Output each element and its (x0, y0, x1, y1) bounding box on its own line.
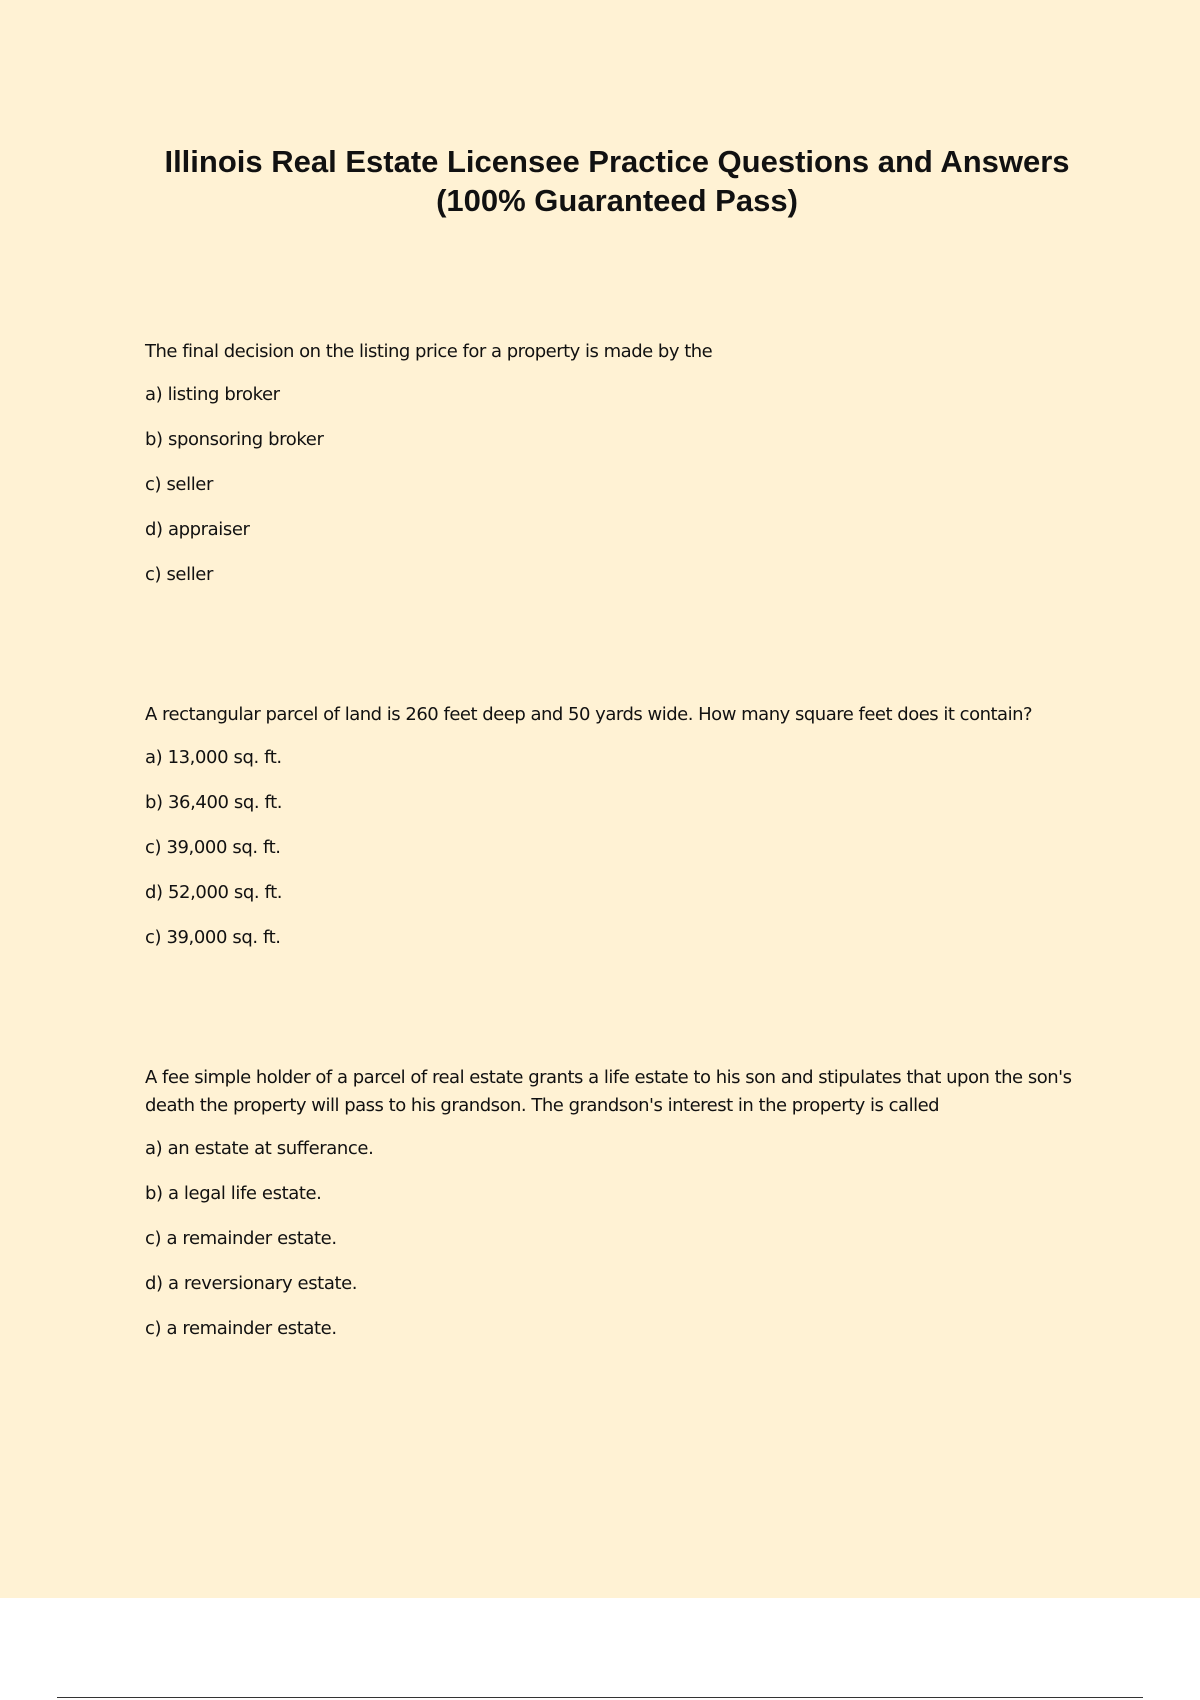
option-list (145, 746, 1095, 905)
option-c: c) seller (145, 474, 213, 495)
title-line-1: Illinois Real Estate Licensee Practice Questions and Answers (164, 144, 1070, 179)
option-d: d) 52,000 sq. ft. (145, 882, 283, 903)
question-text: A fee simple holder of a parcel of real estate grants a life estate to his son and stipulates that upon the son's death the property will pass to his grandson. The grandson's interest in the property is called (145, 1067, 1072, 1116)
footer-divider (57, 1697, 1143, 1698)
option-a: a) 13,000 sq. ft. (145, 747, 282, 768)
option-a: a) an estate at sufferance. (145, 1138, 374, 1159)
question-text: The final decision on the listing price for a property is made by the (145, 341, 713, 362)
answer: c) a remainder estate. (145, 1318, 337, 1339)
answer: c) 39,000 sq. ft. (145, 927, 281, 948)
option-c: c) 39,000 sq. ft. (145, 837, 281, 858)
option-d: d) appraiser (145, 519, 250, 540)
question-2 (145, 701, 1095, 950)
option-a: a) listing broker (145, 384, 280, 405)
option-b: b) sponsoring broker (145, 429, 324, 450)
option-d: d) a reversionary estate. (145, 1273, 358, 1294)
page-title (120, 142, 1114, 220)
option-list (145, 1137, 1095, 1296)
question-1 (145, 338, 1095, 587)
option-c: c) a remainder estate. (145, 1228, 337, 1249)
option-b: b) a legal life estate. (145, 1183, 322, 1204)
title-line-2: (100% Guaranteed Pass) (436, 183, 798, 218)
question-3 (145, 1064, 1095, 1341)
answer: c) seller (145, 564, 213, 585)
option-b: b) 36,400 sq. ft. (145, 792, 283, 813)
question-text: A rectangular parcel of land is 260 feet deep and 50 yards wide. How many square feet does it contain? (145, 704, 1033, 725)
option-list (145, 383, 1095, 542)
